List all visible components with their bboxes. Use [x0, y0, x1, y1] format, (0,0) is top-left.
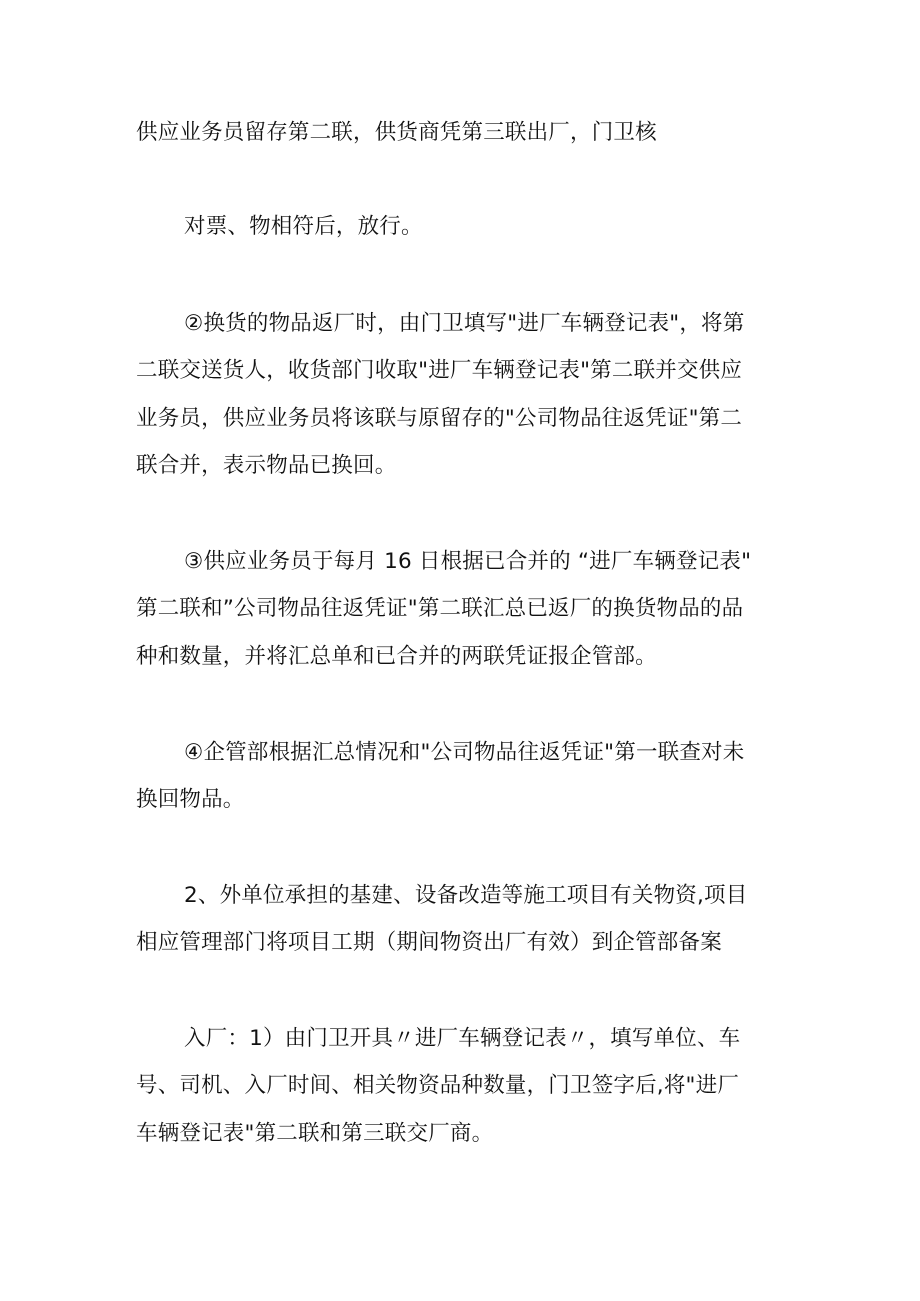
paragraph-7-line-2: 号、司机、入厂时间、相关物资品种数量，门卫签字后,将"进厂 — [136, 1073, 740, 1098]
paragraph-3-line-4: 联合并，表示物品已换回。 — [136, 453, 397, 478]
paragraph-4-line-2: 第二联和”公司物品往返凭证"第二联汇总已返厂的换货物品的品 — [136, 596, 744, 621]
paragraph-7-line-3: 车辆登记表"第二联和第三联交厂商。 — [136, 1121, 494, 1146]
paragraph-1-line-1: 供应业务员留存第二联，供货商凭第三联出厂，门卫核 — [136, 120, 657, 145]
paragraph-3-line-2: 二联交送货人，收货部门收取"进厂车辆登记表"第二联并交供应 — [136, 358, 743, 383]
paragraph-2-line-1: 对票、物相符后，放行。 — [184, 214, 423, 239]
paragraph-3-line-3: 业务员，供应业务员将该联与原留存的"公司物品往返凭证"第二 — [136, 406, 743, 431]
paragraph-4-line-3: 种和数量，并将汇总单和已合并的两联凭证报企管部。 — [136, 644, 657, 669]
paragraph-5-line-1: ④企管部根据汇总情况和"公司物品往返凭证"第一联查对未 — [184, 740, 745, 765]
paragraph-3-line-1: ②换货的物品返厂时，由门卫填写"进厂车辆登记表"，将第 — [184, 311, 745, 336]
paragraph-5-line-2: 换回物品。 — [136, 787, 245, 812]
paragraph-7-line-1: 入厂：1）由门卫开具〃进厂车辆登记表〃，填写单位、车 — [184, 1026, 741, 1051]
paragraph-6-line-1: 2、外单位承担的基建、设备改造等施工项目有关物资,项目 — [184, 883, 748, 908]
paragraph-6-line-2: 相应管理部门将项目工期（期间物资出厂有效）到企管部备案 — [136, 930, 722, 955]
paragraph-4-line-1: ③供应业务员于每月 16 日根据已合并的 “进厂车辆登记表" — [184, 549, 752, 574]
